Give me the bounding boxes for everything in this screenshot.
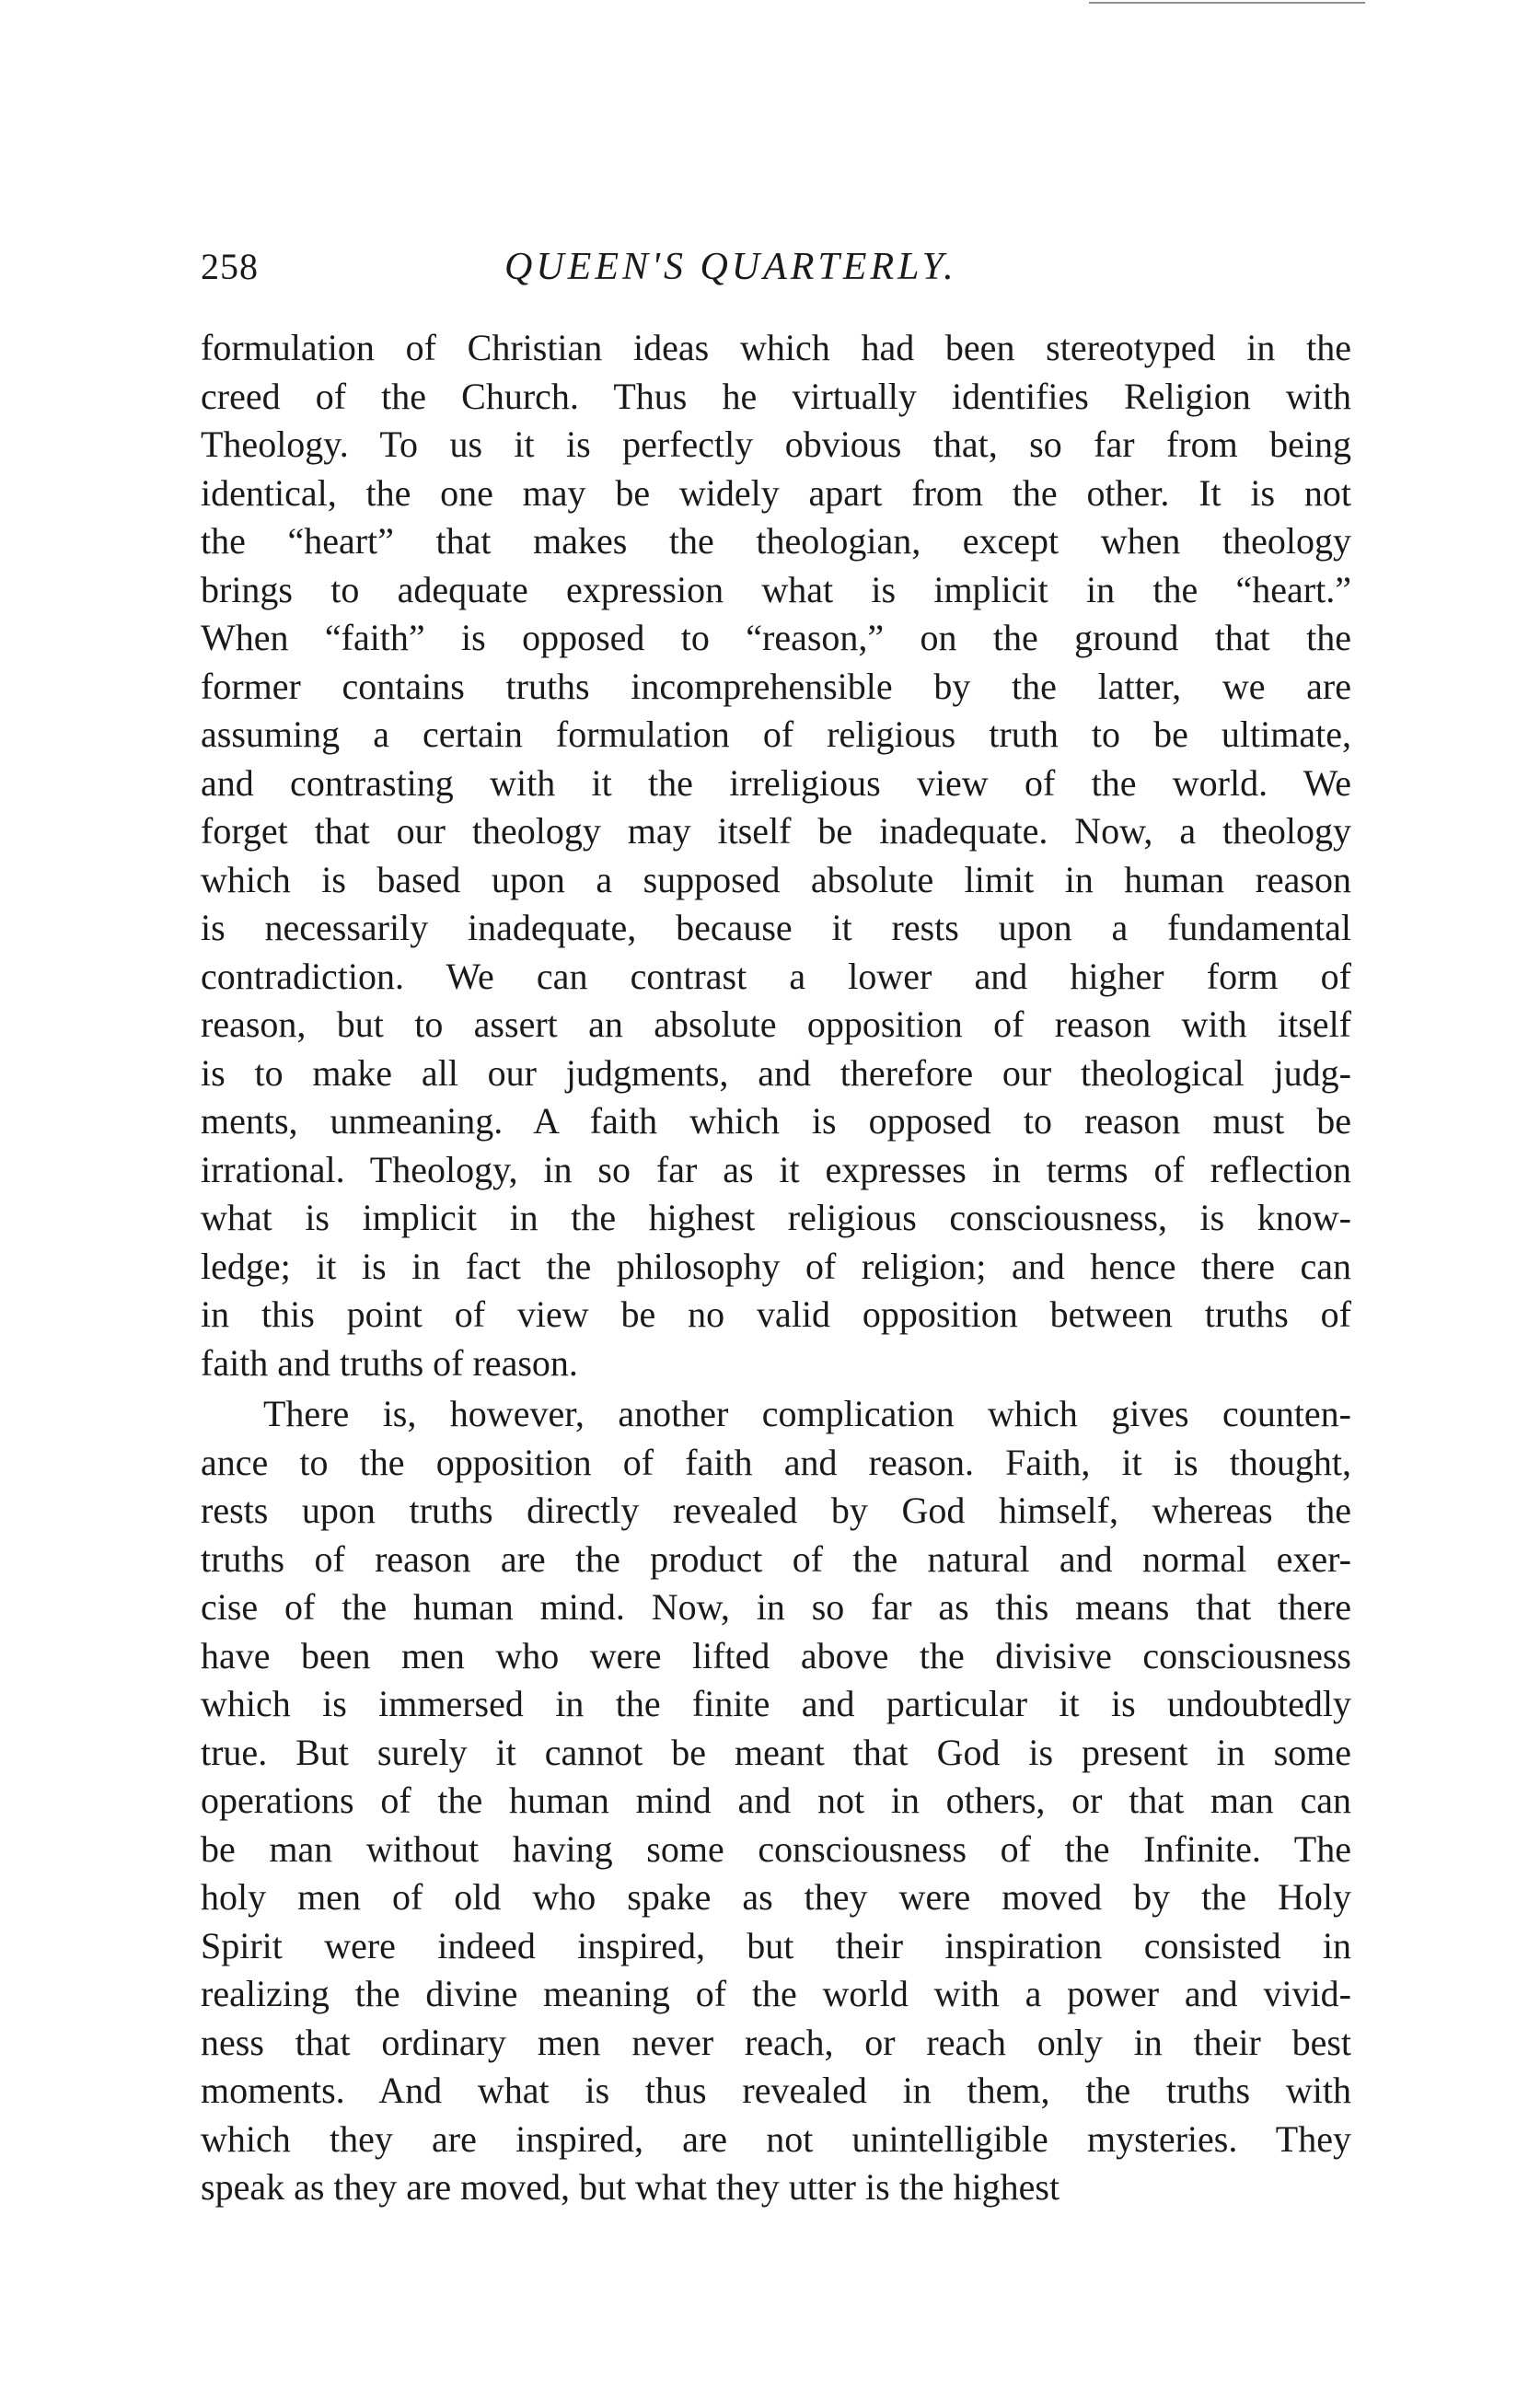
text-line: creed of the Church. Thus he virtually identifies Religion with: [201, 375, 1351, 417]
text-line: cise of the human mind. Now, in so far as this means that there: [201, 1586, 1351, 1628]
text-line: When “faith” is opposed to “reason,” on the ground that the: [201, 617, 1351, 658]
paragraph: [201, 1390, 1351, 2212]
text-line: forget that our theology may itself be inadequate. Now, a theology: [201, 810, 1351, 852]
text-line: Spirit were indeed inspired, but their inspiration consisted in: [201, 1924, 1351, 1966]
body-text: [201, 324, 1351, 2212]
page-header: [201, 244, 1361, 299]
text-line: which is immersed in the finite and particular it is undoubtedly: [201, 1683, 1351, 1724]
text-line: former contains truths incomprehensible by the latter, we are: [201, 665, 1351, 707]
text-line: realizing the divine meaning of the world with a power and vivid-: [201, 1973, 1351, 2014]
text-line: There is, however, another complication which gives counten-: [263, 1393, 1351, 1434]
text-line: operations of the human mind and not in others, or that man can: [201, 1780, 1351, 1821]
text-line: what is implicit in the highest religious consciousness, is know-: [201, 1197, 1351, 1238]
text-line: assuming a certain formulation of religious truth to be ultimate,: [201, 713, 1351, 755]
text-line: moments. And what is thus revealed in them, the truths with: [201, 2070, 1351, 2111]
text-line: in this point of view be no valid opposition between truths of: [201, 1293, 1351, 1335]
text-line: speak as they are moved, but what they utter is the highest: [201, 2166, 1060, 2208]
text-line: Theology. To us it is perfectly obvious that, so far from being: [201, 423, 1351, 465]
text-line: ments, unmeaning. A faith which is opposed to reason must be: [201, 1100, 1351, 1142]
text-line: contradiction. We can contrast a lower and higher form of: [201, 955, 1351, 997]
text-line: identical, the one may be widely apart from the other. It is not: [201, 471, 1351, 514]
text-line: faith and truths of reason.: [201, 1341, 578, 1384]
top-edge-rule: [1089, 2, 1365, 4]
text-line: have been men who were lifted above the divisive consciousness: [201, 1634, 1351, 1676]
text-line: brings to adequate expression what is implicit in the “heart.”: [201, 568, 1351, 610]
text-line: which they are inspired, are not unintelligible mysteries. They: [201, 2117, 1351, 2160]
text-line: which is based upon a supposed absolute limit in human reason: [201, 858, 1351, 900]
text-line: truths of reason are the product of the natural and normal exer-: [201, 1537, 1351, 1580]
text-line: ance to the opposition of faith and reason. Faith, it is thought,: [201, 1441, 1351, 1483]
text-line: and contrasting with it the irreligious view of the world. We: [201, 761, 1351, 804]
page-number: 258: [201, 246, 259, 287]
text-line: is to make all our judgments, and therefore our theological judg-: [201, 1051, 1351, 1094]
text-line: ness that ordinary men never reach, or reach only in their best: [201, 2021, 1351, 2063]
running-title: QUEEN'S QUARTERLY.: [504, 246, 957, 288]
text-line: rests upon truths directly revealed by God himself, whereas the: [201, 1490, 1351, 1531]
text-line: irrational. Theology, in so far as it expresses in terms of reflection: [201, 1148, 1351, 1190]
text-line: be man without having some consciousness of the Infinite. The: [201, 1827, 1351, 1870]
text-line: holy men of old who spake as they were moved by the Holy: [201, 1876, 1351, 1918]
text-line: is necessarily inadequate, because it rests upon a fundamental: [201, 907, 1351, 948]
text-line: reason, but to assert an absolute opposition of reason with itself: [201, 1003, 1351, 1045]
text-line: formulation of Christian ideas which had been stereotyped in the: [201, 327, 1351, 368]
text-line: true. But surely it cannot be meant that God is present in some: [201, 1731, 1351, 1773]
paragraph: [201, 324, 1351, 1387]
text-line: ledge; it is in fact the philosophy of religion; and hence there can: [201, 1245, 1351, 1287]
text-line: the “heart” that makes the theologian, except when theology: [201, 520, 1351, 562]
